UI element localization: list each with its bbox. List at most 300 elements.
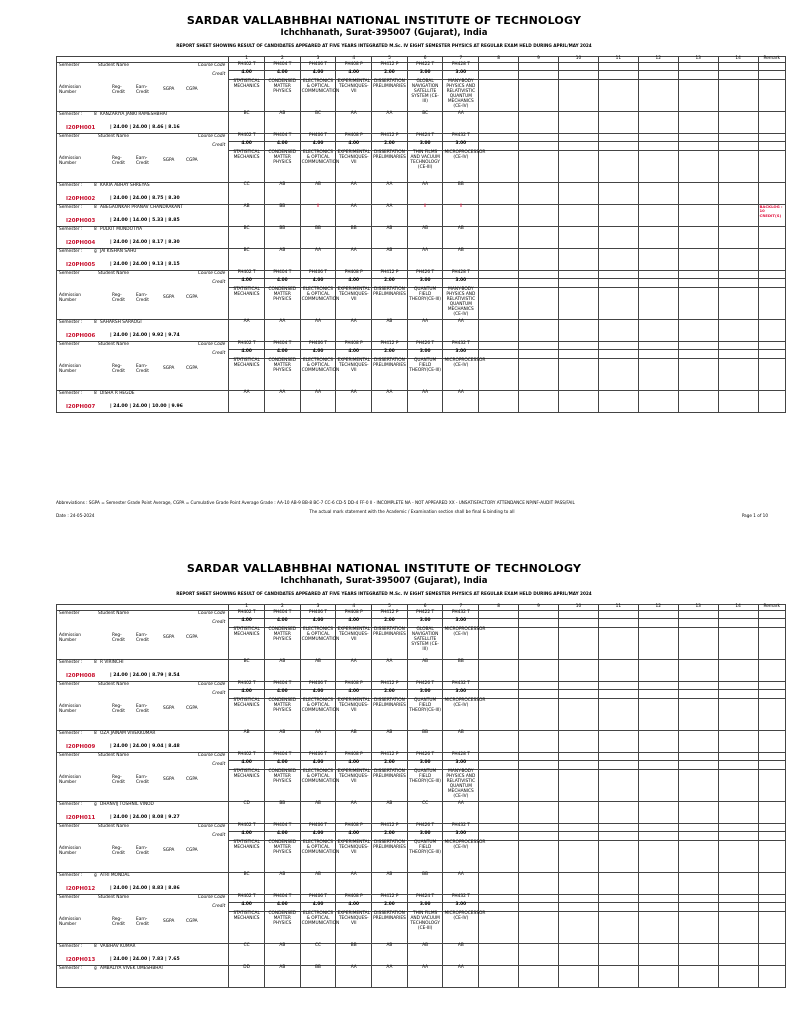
course-credit: 3.00: [443, 761, 479, 770]
empty-code: [718, 63, 758, 71]
empty-subject: [638, 288, 678, 320]
number-label: Number: [59, 709, 77, 714]
course-code: PH412 P: [372, 753, 408, 761]
empty-grade: [598, 112, 638, 134]
course-subject: MANY-BODY PHYSICS AND RELATIVISTIC QUANTUM MECHANICS (CE-IV): [443, 80, 479, 112]
course-subject: ELECTRONICS & OPTICAL COMMUNICATION: [300, 841, 336, 873]
empty-code: [479, 682, 519, 690]
course-code: PH406 T: [300, 753, 336, 761]
empty-credit: [519, 903, 559, 912]
empty-grade: [678, 660, 718, 682]
course-code: PH422 T: [407, 63, 443, 71]
grade-cell: BB: [300, 966, 336, 988]
student-name: JAI KISHAN SAHU: [100, 249, 137, 254]
empty-subject: [519, 151, 559, 183]
block-header-labels: [57, 63, 229, 112]
reg-credit-label: Credit: [112, 780, 125, 785]
empty-subject: [519, 359, 559, 391]
semester-prefix: Semester :: [59, 183, 83, 188]
sgpa-label: SGPA: [163, 87, 175, 92]
admission-number: I20PH008: [66, 673, 96, 679]
course-code: PH404 T: [264, 63, 300, 71]
course-subject: MICROPROCESSOR (CE-IV): [443, 841, 479, 873]
empty-credit: [638, 142, 678, 151]
empty-grade: [519, 227, 559, 249]
student-name: AMBALIYA VIVEK UMESHBHAI: [100, 966, 163, 971]
empty-subject: [598, 770, 638, 802]
grade-cell: AB: [407, 944, 443, 966]
course-credit: 4.00: [336, 832, 372, 841]
semester-prefix: Semester :: [59, 944, 83, 949]
cgpa-label: CGPA: [186, 295, 198, 300]
course-credit: 4.00: [229, 690, 265, 699]
credit-label: Credit: [212, 691, 226, 696]
empty-code: [559, 682, 599, 690]
course-code: PH408 P: [336, 753, 372, 761]
cgpa-label: CGPA: [186, 366, 198, 371]
empty-credit: [678, 142, 718, 151]
empty-grade: [638, 966, 678, 988]
earn-credit-label: Credit: [136, 298, 149, 303]
earn-credit-label: Credit: [136, 638, 149, 643]
empty-credit: [638, 350, 678, 359]
empty-credit: [638, 761, 678, 770]
credit-gpa-summary: | 24.00 | 24.00 | 8.08 | 9.27: [110, 815, 180, 820]
reg-label: Reg-: [112, 633, 122, 638]
course-subject: ELECTRONICS & OPTICAL COMMUNICATION: [300, 912, 336, 944]
credit-gpa-summary: | 24.00 | 24.00 | 7.83 | 7.65: [110, 957, 180, 962]
empty-grade: [638, 227, 678, 249]
empty-code: [718, 134, 758, 142]
empty-grade: [559, 391, 599, 413]
empty-code: [479, 134, 519, 142]
footer-date: Date : 24-05-2024: [56, 513, 95, 518]
course-subject: EXPERIMENTAL TECHNIQUES-VII: [336, 359, 372, 391]
empty-credit: [479, 761, 519, 770]
empty-subject: [678, 770, 718, 802]
semester-number: 8: [94, 731, 97, 736]
student-info: [57, 227, 229, 249]
empty-subject: [718, 80, 758, 112]
semester-prefix: Semester :: [59, 966, 83, 971]
student-name: DISHA R HEGDE: [100, 391, 135, 396]
empty-code: [519, 824, 559, 832]
empty-subject: [638, 359, 678, 391]
empty-credit: [559, 619, 599, 628]
institute-address: Ichchhanath, Surat-395007 (Gujarat), India: [280, 576, 488, 586]
course-credit: 4.00: [300, 71, 336, 80]
course-credit: 2.00: [372, 350, 408, 359]
cgpa-label: CGPA: [186, 919, 198, 924]
empty-code: [479, 895, 519, 903]
grade-cell: AA: [336, 391, 372, 413]
course-credit: 2.00: [372, 619, 408, 628]
student-name: KARIA ABHAY SHREYAS: [100, 183, 150, 188]
empty-subject: [598, 359, 638, 391]
empty-code: [718, 682, 758, 690]
course-credit: 3.00: [407, 832, 443, 841]
empty-grade: [519, 660, 559, 682]
reg-credit-label: Credit: [112, 922, 125, 927]
empty-code: [718, 611, 758, 619]
empty-grade: [559, 320, 599, 342]
admission-label: Admission: [59, 156, 81, 161]
grade-cell: AB: [264, 966, 300, 988]
grade-cell: AA: [443, 391, 479, 413]
grade-cell: AA: [407, 320, 443, 342]
empty-credit: [718, 71, 758, 80]
empty-grade: [598, 944, 638, 966]
student-info: [57, 802, 229, 824]
institute-name: SARDAR VALLABHBHAI NATIONAL INSTITUTE OF TECHNOLOGY: [186, 562, 582, 575]
empty-credit: [519, 142, 559, 151]
remark-cell: [758, 112, 785, 134]
empty-code: [638, 895, 678, 903]
empty-credit: [559, 690, 599, 699]
semester-prefix: Semester :: [59, 205, 83, 210]
course-code: PH404 T: [264, 824, 300, 832]
reg-credit-label: Credit: [112, 709, 125, 714]
course-credit: 3.00: [443, 71, 479, 80]
column-number: 5: [372, 605, 408, 611]
course-subject: CONDENSED MATTER PHYSICS: [264, 628, 300, 660]
empty-grade: [598, 873, 638, 895]
sgpa-label: SGPA: [163, 706, 175, 711]
grade-cell: AA: [372, 112, 408, 134]
remark-cell: [758, 249, 785, 271]
remark-cell: [758, 279, 785, 288]
course-credit: 3.00: [443, 142, 479, 151]
empty-subject: [638, 151, 678, 183]
grade-cell: BC: [407, 112, 443, 134]
course-subject: QUANTUM FIELD THEORY(CE-III): [407, 841, 443, 873]
earn-credit-label: Credit: [136, 922, 149, 927]
cgpa-label: CGPA: [186, 158, 198, 163]
empty-grade: [678, 227, 718, 249]
course-credit: 2.00: [372, 279, 408, 288]
grade-cell: AA: [407, 183, 443, 205]
empty-grade: [718, 227, 758, 249]
empty-code: [598, 682, 638, 690]
empty-credit: [479, 279, 519, 288]
number-label: Number: [59, 369, 77, 374]
course-subject: GLOBAL NAVIGATION SATELLITE SYSTEM (CE-III): [407, 628, 443, 660]
grade-cell: AA: [300, 731, 336, 753]
sgpa-label: SGPA: [163, 158, 175, 163]
course-code: PH402 T: [229, 63, 265, 71]
course-credit: 4.00: [300, 761, 336, 770]
grade-cell: AB: [264, 249, 300, 271]
footer-page: Page 1 of 10: [741, 513, 768, 518]
empty-code: [678, 824, 718, 832]
empty-code: [598, 824, 638, 832]
empty-code: [718, 271, 758, 279]
student-info: [57, 873, 229, 895]
course-code: PH432 T: [443, 611, 479, 619]
student-name-label: Student Name: [98, 824, 129, 829]
grade-cell: AB: [229, 205, 265, 227]
empty-code: [598, 611, 638, 619]
empty-code: [519, 342, 559, 350]
empty-subject: [598, 699, 638, 731]
empty-code: [638, 611, 678, 619]
grade-cell: AA: [372, 205, 408, 227]
grade-cell: AA: [372, 660, 408, 682]
student-row: [57, 873, 786, 895]
empty-credit: [678, 71, 718, 80]
column-number: 4: [336, 57, 372, 63]
empty-grade: [638, 802, 678, 824]
empty-grade: [559, 873, 599, 895]
semester-label: Semester: [59, 611, 80, 616]
empty-subject: [718, 151, 758, 183]
course-credit: 4.00: [336, 690, 372, 699]
empty-subject: [559, 841, 599, 873]
course-credit: 2.00: [372, 142, 408, 151]
grade-cell: AB: [372, 320, 408, 342]
empty-grade: [479, 183, 519, 205]
grade-cell: AB: [300, 660, 336, 682]
student-row: [57, 112, 786, 134]
empty-code: [559, 824, 599, 832]
empty-code: [559, 63, 599, 71]
remark-cell: [758, 611, 785, 619]
grade-cell: AA: [264, 391, 300, 413]
empty-grade: [479, 205, 519, 227]
empty-grade: [678, 249, 718, 271]
empty-code: [479, 342, 519, 350]
course-code: PH408 P: [336, 271, 372, 279]
empty-grade: [559, 183, 599, 205]
empty-grade: [638, 112, 678, 134]
empty-code: [479, 611, 519, 619]
student-info: [57, 183, 229, 205]
empty-subject: [678, 288, 718, 320]
empty-credit: [598, 619, 638, 628]
empty-grade: [718, 944, 758, 966]
empty-subject: [598, 628, 638, 660]
remark-cell: [758, 895, 785, 903]
empty-grade: [479, 966, 519, 988]
empty-code: [638, 824, 678, 832]
course-subject: QUANTUM FIELD THEORY(CE-III): [407, 288, 443, 320]
semester-prefix: Semester :: [59, 731, 83, 736]
empty-subject: [479, 80, 519, 112]
empty-code: [638, 134, 678, 142]
remark-cell: [758, 682, 785, 690]
empty-code: [519, 895, 559, 903]
empty-grade: [638, 205, 678, 227]
semester-label: Semester: [59, 895, 80, 900]
course-subject: STATISTICAL MECHANICS: [229, 912, 265, 944]
course-code: PH406 T: [300, 824, 336, 832]
empty-grade: [598, 966, 638, 988]
empty-subject: [678, 359, 718, 391]
semester-prefix: Semester :: [59, 227, 83, 232]
empty-code: [519, 271, 559, 279]
report-title: REPORT SHEET SHOWING RESULT OF CANDIDATES APPEARED AT FIVE YEARS INTEGRATED M.Sc. IV EIGHT SEMESTER PHYSICS AT REGULAR EXAM HELD DURING APRIL/MAY 2024: [176, 43, 592, 48]
student-row: [57, 731, 786, 753]
semester-number: 8: [94, 227, 97, 232]
empty-grade: [479, 731, 519, 753]
credit-label: Credit: [212, 280, 226, 285]
remark-cell: [758, 359, 785, 391]
reg-credit-label: Credit: [112, 638, 125, 643]
grade-cell: BC: [229, 112, 265, 134]
empty-grade: [678, 391, 718, 413]
grade-cell: AA: [443, 873, 479, 895]
credit-label: Credit: [212, 833, 226, 838]
empty-code: [519, 134, 559, 142]
remark-cell: [758, 873, 785, 895]
empty-code: [718, 753, 758, 761]
empty-code: [519, 682, 559, 690]
credit-label: Credit: [212, 904, 226, 909]
empty-credit: [718, 279, 758, 288]
cgpa-label: CGPA: [186, 848, 198, 853]
course-subject: DISSERTATION PRELIMINARIES: [372, 151, 408, 183]
course-subject: DISSERTATION PRELIMINARIES: [372, 628, 408, 660]
course-subject: ELECTRONICS & OPTICAL COMMUNICATION: [300, 80, 336, 112]
course-subject: ELECTRONICS & OPTICAL COMMUNICATION: [300, 699, 336, 731]
column-number: 1: [229, 605, 265, 611]
empty-code: [638, 682, 678, 690]
semester-number: g: [94, 873, 97, 878]
column-number: 7: [443, 57, 479, 63]
grade-cell: AA: [443, 802, 479, 824]
empty-credit: [559, 761, 599, 770]
cgpa-label: CGPA: [186, 87, 198, 92]
remark-cell: [758, 770, 785, 802]
grade-cell: BC: [229, 227, 265, 249]
remark-cell: [758, 628, 785, 660]
course-code: PH426 T: [407, 682, 443, 690]
empty-code: [678, 753, 718, 761]
empty-grade: [638, 249, 678, 271]
course-code: PH402 T: [229, 271, 265, 279]
column-number: 12: [638, 605, 678, 611]
credit-gpa-summary: | 24.00 | 24.00 | 8.17 | 8.30: [110, 240, 180, 245]
course-subject: CONDENSED MATTER PHYSICS: [264, 912, 300, 944]
empty-subject: [479, 841, 519, 873]
course-credit: 2.00: [372, 832, 408, 841]
semester-label: Semester: [59, 824, 80, 829]
empty-subject: [519, 770, 559, 802]
grade-cell: CC: [229, 183, 265, 205]
course-subject: DISSERTATION PRELIMINARIES: [372, 841, 408, 873]
student-name-label: Student Name: [98, 753, 129, 758]
course-credit: 4.00: [300, 903, 336, 912]
admission-number: I20PH009: [66, 744, 96, 750]
student-name-label: Student Name: [98, 611, 129, 616]
course-subject: STATISTICAL MECHANICS: [229, 841, 265, 873]
earn-label: Earn-: [136, 293, 148, 298]
course-credit: 4.00: [229, 761, 265, 770]
remark-cell: [758, 391, 785, 413]
student-row: [57, 802, 786, 824]
course-code-label: Course Code: [197, 753, 226, 758]
admission-number: I20PH006: [66, 333, 96, 339]
course-subject: THIN FILMS AND VACUUM TECHNOLOGY (CE-III): [407, 151, 443, 183]
empty-subject: [718, 359, 758, 391]
institute-name: SARDAR VALLABHBHAI NATIONAL INSTITUTE OF TECHNOLOGY: [186, 14, 582, 27]
semester-prefix: Semester :: [59, 660, 83, 665]
course-credit: 2.00: [372, 71, 408, 80]
grade-cell: AA: [336, 873, 372, 895]
empty-grade: [638, 944, 678, 966]
course-code-label: Course Code: [197, 342, 226, 347]
grade-cell: AA: [229, 391, 265, 413]
grade-cell: BC: [229, 249, 265, 271]
course-subject: MICROPROCESSOR (CE-IV): [443, 628, 479, 660]
course-code: PH412 P: [372, 271, 408, 279]
course-subject: EXPERIMENTAL TECHNIQUES-VII: [336, 912, 372, 944]
grade-cell: AB: [300, 873, 336, 895]
course-credit: 3.00: [407, 903, 443, 912]
remark-cell: [758, 824, 785, 832]
course-credit: 3.00: [443, 350, 479, 359]
empty-credit: [559, 903, 599, 912]
grade-cell: AB: [372, 227, 408, 249]
earn-label: Earn-: [136, 633, 148, 638]
semester-number: g: [94, 802, 97, 807]
grade-cell: BB: [264, 205, 300, 227]
reg-label: Reg-: [112, 775, 122, 780]
grade-cell: AB: [264, 183, 300, 205]
number-label: Number: [59, 638, 77, 643]
grade-cell: AA: [407, 391, 443, 413]
course-subject: EXPERIMENTAL TECHNIQUES-VII: [336, 288, 372, 320]
remark-cell: [758, 690, 785, 699]
course-code: PH402 T: [229, 611, 265, 619]
cgpa-label: CGPA: [186, 635, 198, 640]
column-number: 2: [264, 57, 300, 63]
remark-cell: [758, 731, 785, 753]
empty-grade: [479, 320, 519, 342]
course-credit: 2.00: [372, 690, 408, 699]
course-subject: EXPERIMENTAL TECHNIQUES-VII: [336, 80, 372, 112]
credit-gpa-summary: | 24.00 | 24.00 | 8.79 | 8.54: [110, 673, 180, 678]
empty-grade: [598, 183, 638, 205]
reg-credit-label: Credit: [112, 90, 125, 95]
empty-credit: [678, 619, 718, 628]
course-code: PH412 P: [372, 342, 408, 350]
grade-cell: AB: [264, 731, 300, 753]
empty-grade: [519, 183, 559, 205]
student-row: [57, 391, 786, 413]
semester-number: 8: [94, 112, 97, 117]
column-number: 8: [479, 605, 519, 611]
course-credit: 3.00: [407, 142, 443, 151]
remark-cell: [758, 966, 785, 988]
block-header-labels: [57, 134, 229, 183]
student-row: [57, 660, 786, 682]
semester-prefix: Semester :: [59, 873, 83, 878]
empty-code: [678, 895, 718, 903]
empty-code: [559, 271, 599, 279]
course-code-label: Course Code: [197, 682, 226, 687]
course-subject: MANY-BODY PHYSICS AND RELATIVISTIC QUANTUM MECHANICS (CE-IV): [443, 288, 479, 320]
empty-grade: [598, 660, 638, 682]
credit-gpa-summary: | 24.00 | 24.00 | 9.13 | 8.15: [110, 262, 180, 267]
course-credit: 3.00: [407, 690, 443, 699]
grade-cell: AB: [372, 873, 408, 895]
number-label: Number: [59, 298, 77, 303]
empty-subject: [479, 628, 519, 660]
earn-label: Earn-: [136, 704, 148, 709]
empty-grade: [718, 112, 758, 134]
course-code: PH404 T: [264, 753, 300, 761]
